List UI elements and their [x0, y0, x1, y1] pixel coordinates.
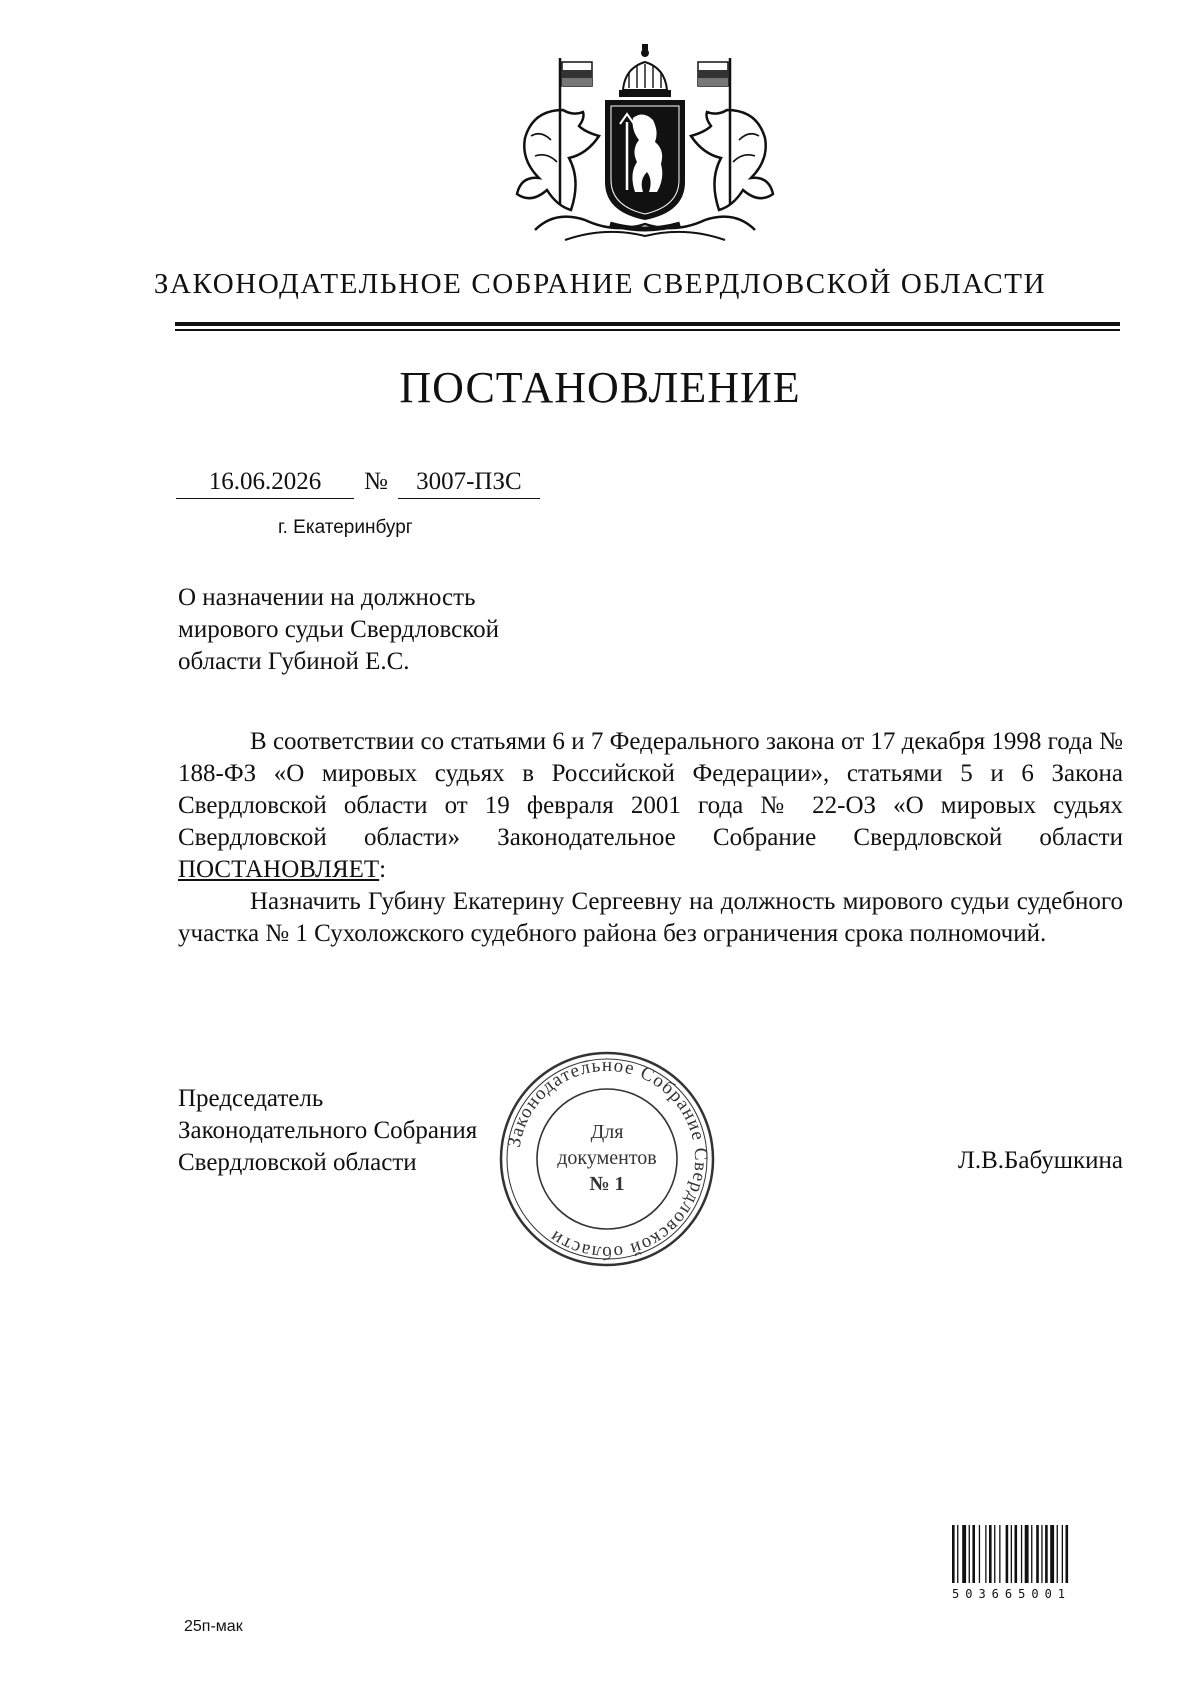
document-city: г. Екатеринбург: [278, 517, 413, 538]
signatory-name: Л.В.Бабушкина: [957, 1147, 1123, 1174]
svg-text:№ 1: № 1: [589, 1173, 625, 1195]
legal-basis-text: В соответствии со статьями 6 и 7 Федерального закона от 17 декабря 1998 года № 188-ФЗ «О мировых судьях в Российской Федерации», статьями 5 и 6 Закона Свердловской области от 19 февраля 2001 года № 22-ОЗ «О мировых судьях Свердловской области» Законодательное Собрание Свердловской области: [178, 728, 1123, 851]
decree-colon: :: [379, 856, 387, 883]
signatory-position-line: Председатель: [178, 1085, 324, 1112]
header-rule-thick: [175, 322, 1120, 326]
coat-of-arms-emblem-icon: [505, 40, 785, 250]
signatory-position: [178, 1083, 477, 1179]
document-date: 16.06.2026: [176, 468, 354, 499]
svg-text:документов: документов: [557, 1147, 657, 1169]
document-body: [178, 726, 1123, 950]
number-label: №: [364, 468, 388, 495]
date-number-line: [176, 468, 540, 499]
organization-header: ЗАКОНОДАТЕЛЬНОЕ СОБРАНИЕ СВЕРДЛОВСКОЙ ОБЛАСТИ: [153, 268, 1047, 300]
svg-text:Законодательное Собрание Сверд: Законодательное Собрание Свердловской области: [503, 1054, 712, 1264]
subject-line: мирового судьи Свердловской: [178, 616, 499, 643]
body-paragraph-appointment: Назначить Губину Екатерину Сергеевну на должность мирового судьи судебного участка № 1 Сухоложского судебного района без ограничения срока полномочий.: [178, 888, 1123, 947]
header-rule-thin: [175, 329, 1120, 331]
body-paragraph-legal-basis: [178, 726, 1123, 886]
barcode-digits: 503665001: [952, 1587, 1072, 1601]
document-number: 3007-ПЗС: [398, 468, 540, 499]
decree-word: ПОСТАНОВЛЯЕТ: [178, 856, 380, 883]
official-seal-stamp: [496, 1048, 718, 1270]
subject-line: области Губиной Е.С.: [178, 648, 410, 675]
subject-line: О назначении на должность: [178, 584, 476, 611]
barcode-icon: [950, 1525, 1100, 1583]
footer-code: 25п-мак: [184, 1618, 243, 1635]
document-subject: [178, 582, 499, 678]
svg-text:Для: Для: [590, 1121, 624, 1143]
signatory-position-line: Свердловской области: [178, 1149, 417, 1176]
document-type-title: ПОСТАНОВЛЕНИЕ: [399, 363, 801, 412]
signatory-position-line: Законодательного Собрания: [178, 1117, 478, 1144]
